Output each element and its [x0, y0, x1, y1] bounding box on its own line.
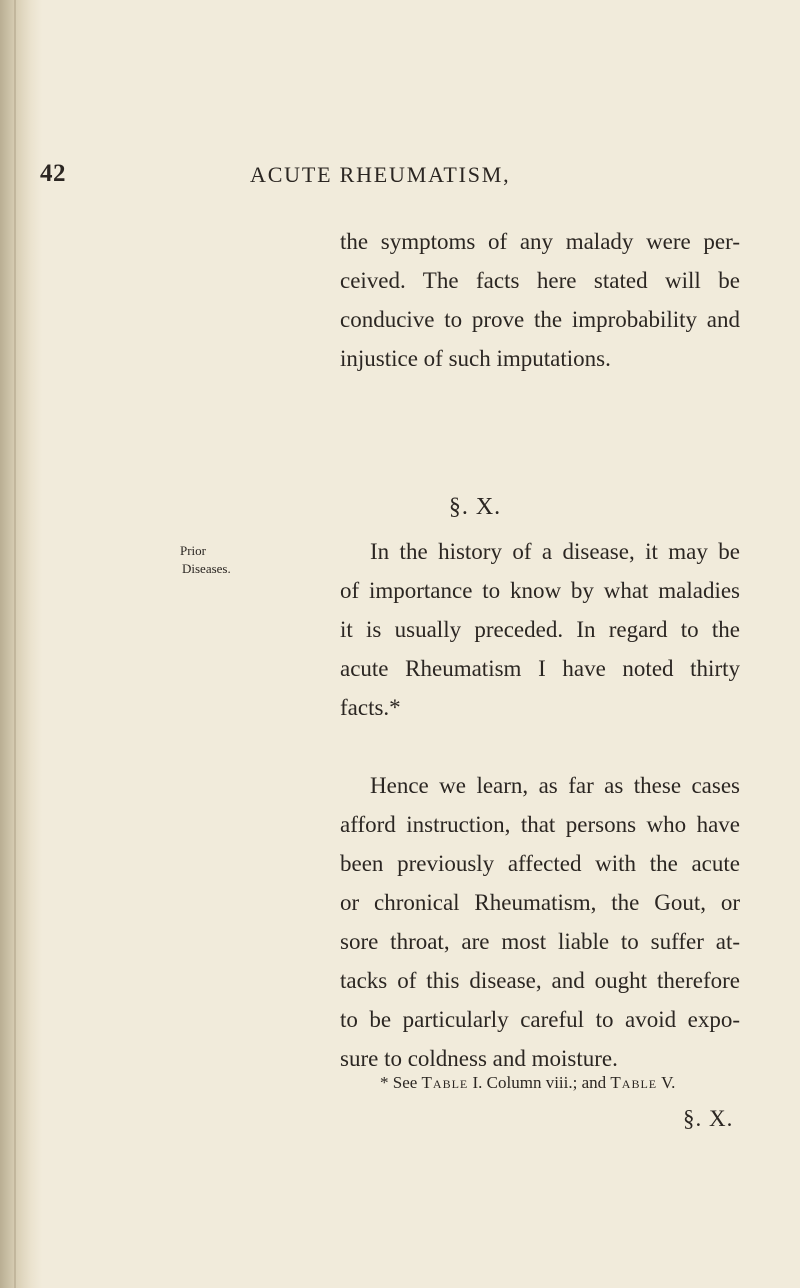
continuation-paragraph	[340, 222, 740, 378]
binding-gutter	[0, 0, 42, 1288]
catchword: §. X.	[683, 1106, 734, 1131]
page-header	[40, 160, 760, 200]
section-heading: §. X.	[448, 494, 502, 520]
text-line: acute Rheumatism I have noted thirty	[340, 656, 740, 681]
margin-note-line: Diseases.	[182, 561, 231, 576]
section-paragraph-1	[340, 532, 740, 727]
footnote-table-label: Table	[421, 1073, 469, 1092]
footnote-reference: I. Column viii.;	[472, 1073, 578, 1092]
text-line: the symptoms of any malady were per-	[340, 229, 740, 254]
footnote-table-label: Table	[610, 1073, 658, 1092]
footnote	[380, 1073, 760, 1093]
text-line: ceived. The facts here stated will be	[340, 268, 740, 293]
text-line: sure to coldness and moisture.	[340, 1046, 618, 1071]
text-line: sore throat, are most liable to suffer at-	[340, 929, 740, 954]
footnote-reference: V.	[661, 1073, 676, 1092]
section-paragraph-2	[340, 766, 740, 1078]
text-line: to be particularly careful to avoid expo-	[340, 1007, 740, 1032]
footnote-and: and	[581, 1073, 607, 1092]
text-line: it is usually preceded. In regard to the	[340, 617, 740, 642]
margin-note	[180, 542, 260, 578]
text-line: afford instruction, that persons who have	[340, 812, 740, 837]
text-line: or chronical Rheumatism, the Gout, or	[340, 890, 740, 915]
text-line: tacks of this disease, and ought therefore	[340, 968, 740, 993]
running-head: ACUTE RHEUMATISM,	[250, 162, 511, 187]
footnote-see: See	[392, 1073, 418, 1092]
margin-note-line: Prior	[180, 543, 206, 558]
text-line: of importance to know by what maladies	[340, 578, 740, 603]
footnote-marker: *	[380, 1073, 389, 1092]
text-line: In the history of a disease, it may be	[370, 539, 740, 564]
binding-edge	[14, 0, 16, 1288]
text-line: Hence we learn, as far as these cases	[370, 773, 740, 798]
text-line: injustice of such imputations.	[340, 346, 611, 371]
text-line: been previously affected with the acute	[340, 851, 740, 876]
text-line: facts.*	[340, 695, 401, 720]
page-number: 42	[40, 160, 66, 187]
text-line: conducive to prove the improbability and	[340, 307, 740, 332]
